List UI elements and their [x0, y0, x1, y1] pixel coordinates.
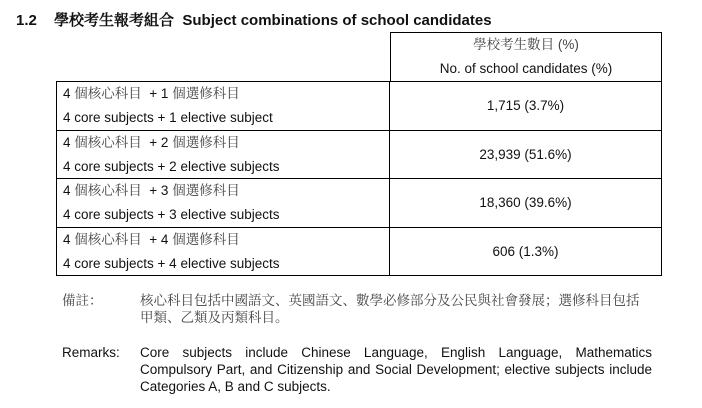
row-label-en: 4 core subjects + 1 elective subject [63, 110, 273, 125]
column-header-en: No. of school candidates (%) [439, 61, 613, 76]
row-label-zh: 4 個核心科目 + 1 個選修科目 [63, 86, 240, 101]
table-row [57, 178, 661, 227]
row-label [57, 82, 390, 130]
remarks-en-text: Core subjects include Chinese Language, English Language, Mathematics Compulsory Part, and Citizenship and Social Development; elective subjects include Categories A, B and C subjects. [140, 345, 652, 394]
row-value: 18,360 (39.6%) [479, 195, 572, 211]
row-label-zh: 4 個核心科目 + 2 個選修科目 [63, 134, 240, 150]
section-title-en: Subject combinations of school candidates [182, 12, 492, 29]
table-row [57, 130, 661, 179]
row-label-en: 4 core subjects + 3 elective subjects [63, 207, 280, 222]
section-number: 1.2 [16, 12, 37, 29]
column-header [390, 32, 662, 81]
row-value: 23,939 (51.6%) [479, 146, 572, 162]
row-value: 606 (1.3%) [492, 243, 559, 259]
row-label-en: 4 core subjects + 4 elective subjects [63, 255, 280, 271]
table-row [57, 227, 661, 276]
row-label [57, 228, 390, 276]
remarks-zh-label: 備註： [62, 293, 103, 308]
section-title [16, 9, 492, 30]
table-body [56, 81, 662, 276]
table-row [57, 82, 661, 130]
remarks-zh-text: 核心科目包括中國語文、英國語文、數學必修部分及公民與社會發展；選修科目包括甲類、乙類及丙類科目。 [140, 293, 640, 325]
section-title-zh: 學校考生報考組合 [54, 12, 175, 29]
row-label-en: 4 core subjects + 2 elective subjects [63, 158, 280, 174]
remarks-en-label: Remarks: [62, 345, 120, 360]
row-value: 1,715 (3.7%) [486, 98, 565, 114]
row-label [57, 179, 390, 227]
row-label-zh: 4 個核心科目 + 3 個選修科目 [63, 183, 240, 198]
row-label [57, 131, 390, 179]
column-header-zh: 學校考生數目 (%) [473, 37, 579, 52]
row-label-zh: 4 個核心科目 + 4 個選修科目 [63, 231, 240, 247]
